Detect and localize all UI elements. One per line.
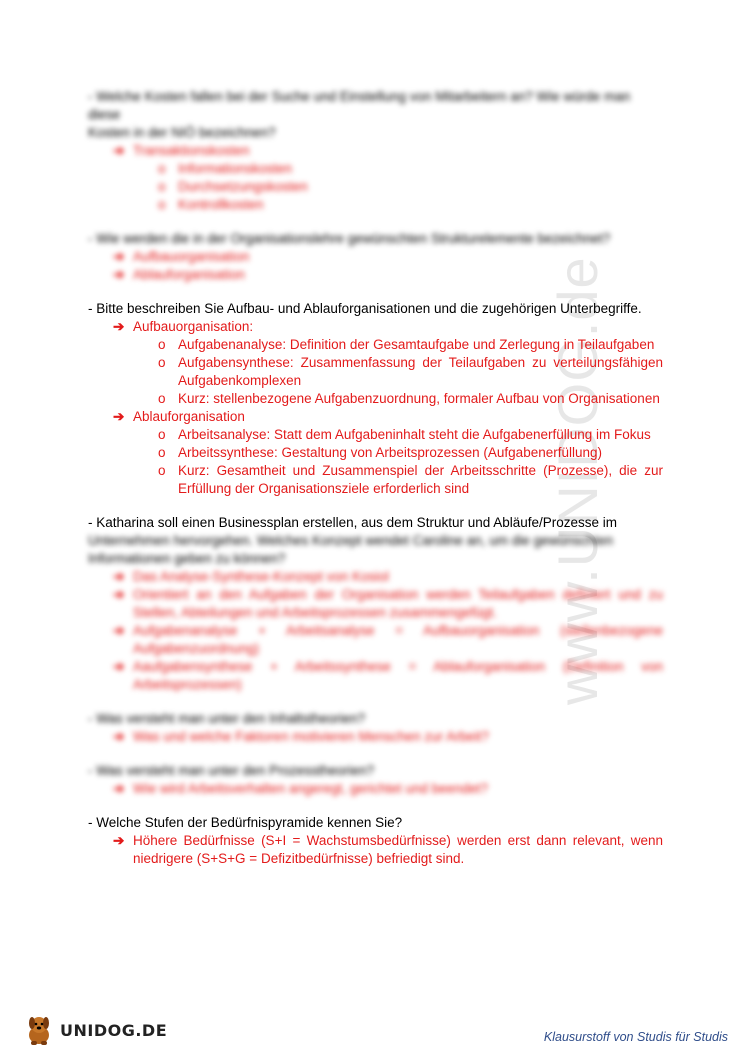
right-arrow-icon: ➔ <box>113 587 125 602</box>
question-text: - Welche Kosten fallen bei der Suche und Einstellung von Mitarbeitern an? Wie würde man diese <box>88 89 631 122</box>
qa-block <box>88 230 663 284</box>
sub-item <box>88 426 663 444</box>
answer-text: Aufbauorganisation: <box>133 319 254 334</box>
right-arrow-icon: ➔ <box>113 623 125 638</box>
answer-item <box>88 728 663 746</box>
logo-text: UNIDOG.DE <box>60 1020 168 1040</box>
qa-block <box>88 514 663 694</box>
sub-item <box>88 354 663 390</box>
answer-text: Transaktionskosten <box>133 143 250 158</box>
qa-block <box>88 300 663 498</box>
answer-item <box>88 658 663 694</box>
answer-text: Höhere Bedürfnisse (S+I = Wachstumsbedürfnisse) werden erst dann relevant, wenn niedrigere (S+S+G = Defizitbedürfnisse) befriedigt sind. <box>133 833 663 866</box>
footer-tagline: Klausurstoff von Studis für Studis <box>543 1030 728 1044</box>
question-text: Informationen geben zu können? <box>88 551 286 566</box>
question-text: - Bitte beschreiben Sie Aufbau- und Ablauforganisationen und die zugehörigen Unterbegriffe. <box>88 301 642 316</box>
right-arrow-icon: ➔ <box>113 143 125 158</box>
answer-item <box>88 568 663 586</box>
circle-bullet-icon: o <box>158 427 166 442</box>
footer-logo <box>22 1012 167 1048</box>
right-arrow-icon: ➔ <box>113 409 125 424</box>
answer-item <box>88 780 663 798</box>
sub-item-text: Kurz: Gesamtheit und Zusammenspiel der Arbeitsschritte (Prozesse), die zur Erfüllung der Organisationsziele erforderlich sind <box>178 463 663 496</box>
right-arrow-icon: ➔ <box>113 659 125 674</box>
answer-item <box>88 622 663 658</box>
answer-item <box>88 248 663 266</box>
answer-item <box>88 142 663 160</box>
sub-item <box>88 178 663 196</box>
circle-bullet-icon: o <box>158 391 166 406</box>
right-arrow-icon: ➔ <box>113 319 125 334</box>
qa-block <box>88 710 663 746</box>
question-text: Unternehmen hervorgehen. Welches Konzept wendet Caroline an, um die gewünschten <box>88 533 614 548</box>
question-text: - Was versteht man unter den Prozesstheorien? <box>88 763 375 778</box>
answer-text: Aufgabenanalyse + Arbeitsanalyse = Aufbauorganisation (stellenbezogene Aufgabenzuordnung) <box>133 623 663 656</box>
sub-item <box>88 444 663 462</box>
right-arrow-icon: ➔ <box>113 569 125 584</box>
sub-item-text: Kurz: stellenbezogene Aufgabenzuordnung, formaler Aufbau von Organisationen <box>178 391 660 406</box>
qa-block <box>88 88 663 214</box>
sub-item-text: Aufgabenanalyse: Definition der Gesamtaufgabe und Zerlegung in Teilaufgaben <box>178 337 655 352</box>
answer-text: Orientiert an den Aufgaben der Organisation werden Teilaufgaben definiert und zu Stellen, Abteilungen und Arbeitsprozessen zusammengefügt. <box>133 587 663 620</box>
sub-item <box>88 196 663 214</box>
question-text: - Katharina soll einen Businessplan erstellen, aus dem Struktur und Abläufe/Prozesse im <box>88 515 618 530</box>
right-arrow-icon: ➔ <box>113 249 125 264</box>
circle-bullet-icon: o <box>158 337 166 352</box>
answer-item <box>88 586 663 622</box>
right-arrow-icon: ➔ <box>113 729 125 744</box>
sub-item-text: Aufgabensynthese: Zusammenfassung der Teilaufgaben zu verteilungsfähigen Aufgabenkomplexen <box>178 355 663 388</box>
document-body <box>88 88 663 884</box>
answer-item <box>88 832 663 868</box>
qa-block <box>88 814 663 868</box>
circle-bullet-icon: o <box>158 197 166 212</box>
answer-text: Das Analyse-Synthese-Konzept von Kosiol <box>133 569 389 584</box>
answer-text: Ablauforganisation <box>133 409 245 424</box>
sub-item-text: Informationskosten <box>178 161 293 176</box>
sub-item <box>88 160 663 178</box>
answer-text: Wie wird Arbeitsverhalten angeregt, gerichtet und beendet? <box>133 781 488 796</box>
question-text: - Wie werden die in der Organisationslehre gewünschten Strukturelemente bezeichnet? <box>88 231 611 246</box>
dog-logo-icon <box>22 1013 56 1047</box>
sub-item <box>88 336 663 354</box>
answer-item <box>88 408 663 426</box>
circle-bullet-icon: o <box>158 463 166 478</box>
right-arrow-icon: ➔ <box>113 267 125 282</box>
circle-bullet-icon: o <box>158 445 166 460</box>
answer-item <box>88 318 663 336</box>
right-arrow-icon: ➔ <box>113 781 125 796</box>
watermark: www.UNIDOG.de <box>546 256 609 705</box>
question-text: - Was versteht man unter den Inhaltstheorien? <box>88 711 366 726</box>
answer-text: Was und welche Faktoren motivieren Menschen zur Arbeit? <box>133 729 489 744</box>
circle-bullet-icon: o <box>158 161 166 176</box>
question-text: Kosten in der NIÖ bezeichnen? <box>88 125 276 140</box>
answer-text: Aufbauorganisation <box>133 249 250 264</box>
answer-text: Ablauforganisation <box>133 267 245 282</box>
sub-item <box>88 462 663 498</box>
circle-bullet-icon: o <box>158 179 166 194</box>
answer-item <box>88 266 663 284</box>
sub-item-text: Arbeitsanalyse: Statt dem Aufgabeninhalt steht die Aufgabenerfüllung im Fokus <box>178 427 651 442</box>
sub-item-text: Durchsetzungskosten <box>178 179 308 194</box>
circle-bullet-icon: o <box>158 355 166 370</box>
right-arrow-icon: ➔ <box>113 833 125 848</box>
sub-item-text: Kontrollkosten <box>178 197 264 212</box>
answer-text: Aaufgabensynthese + Arbeitssynthese = Ablauforganisation (Definition von Arbeitsprozessen) <box>133 659 663 692</box>
sub-item <box>88 390 663 408</box>
sub-item-text: Arbeitssynthese: Gestaltung von Arbeitsprozessen (Aufgabenerfüllung) <box>178 445 602 460</box>
question-text: - Welche Stufen der Bedürfnispyramide kennen Sie? <box>88 815 403 830</box>
qa-block <box>88 762 663 798</box>
